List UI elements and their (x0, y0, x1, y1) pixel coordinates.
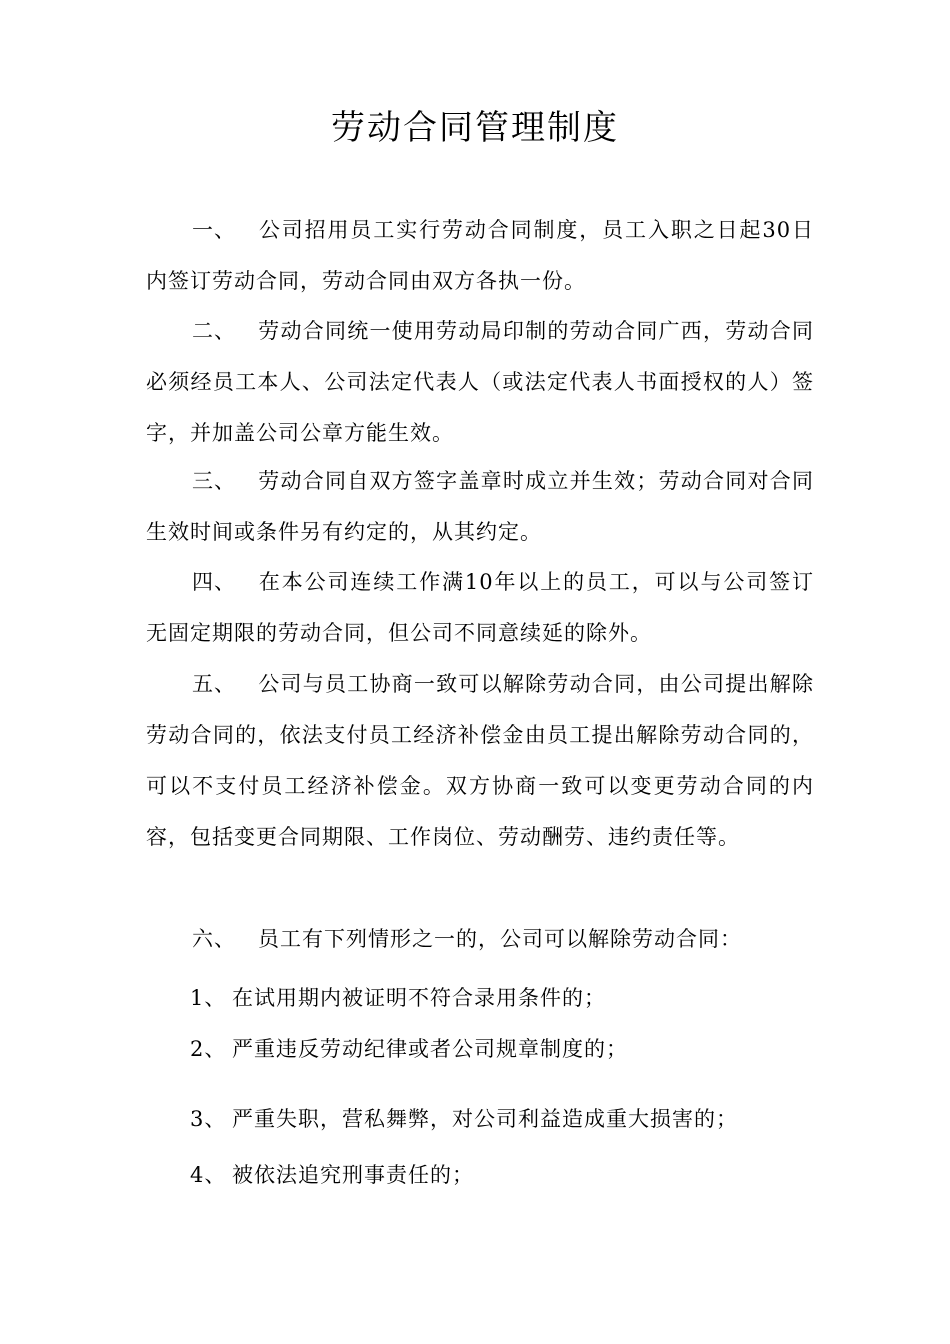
list-item-text: 被依法追究刑事责任的； (232, 1163, 474, 1187)
clause-text: 公司与员工协商一致可以解除劳动合同，由公司提出解除劳动合同的，依法支付员工经济补偿金由员工提出解除劳动合同的，可以不支付员工经济补偿金。双方协商一致可以变更劳动合同的内容，包括变更合同期限、工作岗位、劳动酬劳、违约责任等。 (146, 672, 814, 849)
list-item-text: 严重失职，营私舞弊，对公司利益造成重大损害的； (232, 1107, 738, 1131)
clause-5 (146, 659, 814, 863)
list-item-text: 在试用期内被证明不符合录用条件的； (232, 986, 606, 1010)
clause-number: 五、 (192, 672, 236, 696)
list-item-number: 3、 (190, 1107, 227, 1131)
clause-text: 劳动合同统一使用劳动局印制的劳动合同广西，劳动合同必须经员工本人、公司法定代表人（或法定代表人书面授权的人）签字，并加盖公司公章方能生效。 (146, 319, 814, 445)
clause-text: 员工有下列情形之一的，公司可以解除劳动合同： (258, 927, 742, 951)
clause-text: 劳动合同自双方签字盖章时成立并生效；劳动合同对合同生效时间或条件另有约定的，从其约定。 (146, 469, 814, 544)
list-item (190, 1157, 814, 1193)
page-title: 劳动合同管理制度 (331, 108, 619, 148)
clause-number: 六、 (192, 927, 236, 951)
clause-number: 三、 (192, 469, 236, 493)
list-item-number: 2、 (190, 1037, 227, 1061)
list-item-number: 1、 (190, 986, 227, 1010)
clause-number: 二、 (192, 319, 236, 343)
clause-2 (146, 306, 814, 459)
clause-6 (146, 914, 814, 965)
clause-4 (146, 557, 814, 659)
clause-number: 四、 (192, 570, 236, 594)
list-item-number: 4、 (190, 1163, 227, 1187)
list-item (190, 980, 814, 1016)
clause-text: 公司招用员工实行劳动合同制度，员工入职之日起30日内签订劳动合同，劳动合同由双方各执一份。 (146, 218, 814, 293)
list-item (190, 1101, 814, 1137)
clause-number: 一、 (192, 218, 236, 242)
list-item-text: 严重违反劳动纪律或者公司规章制度的； (232, 1037, 628, 1061)
clause-text: 在本公司连续工作满10年以上的员工，可以与公司签订无固定期限的劳动合同，但公司不同意续延的除外。 (146, 570, 814, 645)
clause-1 (146, 205, 814, 307)
list-item (190, 1031, 814, 1067)
clause-3 (146, 456, 814, 558)
